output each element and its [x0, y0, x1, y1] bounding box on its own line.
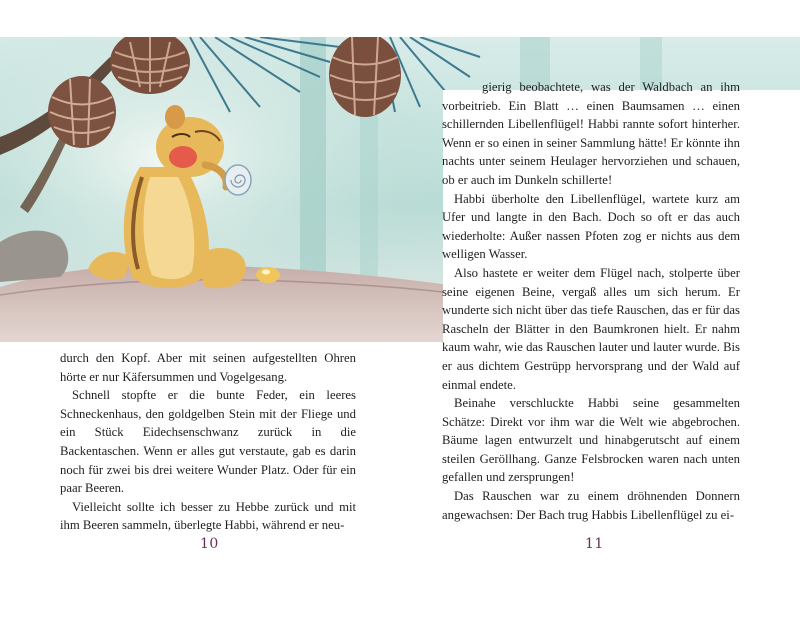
right-paragraph-5: Das Rauschen war zu einem dröhnenden Donnern angewachsen: Der Bach trug Habbis Libellenflügel zu ei-	[442, 489, 740, 522]
left-paragraph-2: Schnell stopfte er die bunte Feder, ein leeres Schneckenhaus, den goldgelben Stein mit der Fliege und ein Stück Eidechsenschwanz zurück in die Backentaschen. Wenn er alles gut verstaute, gab es darin noch für zwei bis drei weitere Wunder Platz. Oder für ein paar Beeren.	[60, 388, 356, 496]
left-paragraph-1: durch den Kopf. Aber mit seinen aufgestellten Ohren hörte er nur Käfersummen und Vogelgesang.	[60, 351, 356, 384]
right-paragraph-1: gierig beobachtete, was der Waldbach an ihm vorbeitrieb. Ein Blatt … einen Baumsamen … einen schillernden Libellenflügel! Habbi rannte sofort hinterher. Wenn er so einen in seiner Sammlung hätte! Er könnte ihn nachts unter seinem Heulager hervorziehen und schauen, ob er auch im Dunkeln schillerte!	[442, 80, 740, 187]
left-page-text	[60, 349, 356, 535]
page-number-right: 11	[585, 536, 604, 552]
left-paragraph-3: Vielleicht sollte ich besser zu Hebbe zurück und mit ihm Beeren sammeln, überlegte Habbi, während er neu-	[60, 499, 356, 533]
right-paragraph-3: Also hastete er weiter dem Flügel nach, stolperte über seine eigenen Beine, vergaß alles um sich herum. Er wunderte sich nicht über das tiefe Rauschen, das er für das Rascheln der Blätter in den Baumkronen hielt. Er nahm kaum wahr, wie das Rauschen lauter und lauter wurde. Bis er aus dichtem Gestrüpp hervorsprang und der Wald auf einmal endete.	[442, 265, 740, 392]
right-page-text	[442, 78, 740, 524]
snail-shell-icon	[225, 165, 251, 195]
right-paragraph-4: Beinahe verschluckte Habbi seine gesammelten Schätze: Direkt vor ihm war die Welt wie abgebrochen. Bäume lagen entwurzelt und hinabgerutscht auf einem steilen Geröllhang. Ganze Felsbrocken waren nach unten gefallen und zersprungen!	[442, 396, 740, 485]
golden-stone-icon	[256, 267, 280, 283]
page-number-left: 10	[200, 536, 219, 552]
right-paragraph-2: Habbi überholte den Libellenflügel, wartete kurz am Ufer und langte in den Bach. Doch so oft er das auch wiederholte: Außer nassen Pfoten zog er nichts aus dem welligen Wasser.	[442, 191, 740, 262]
